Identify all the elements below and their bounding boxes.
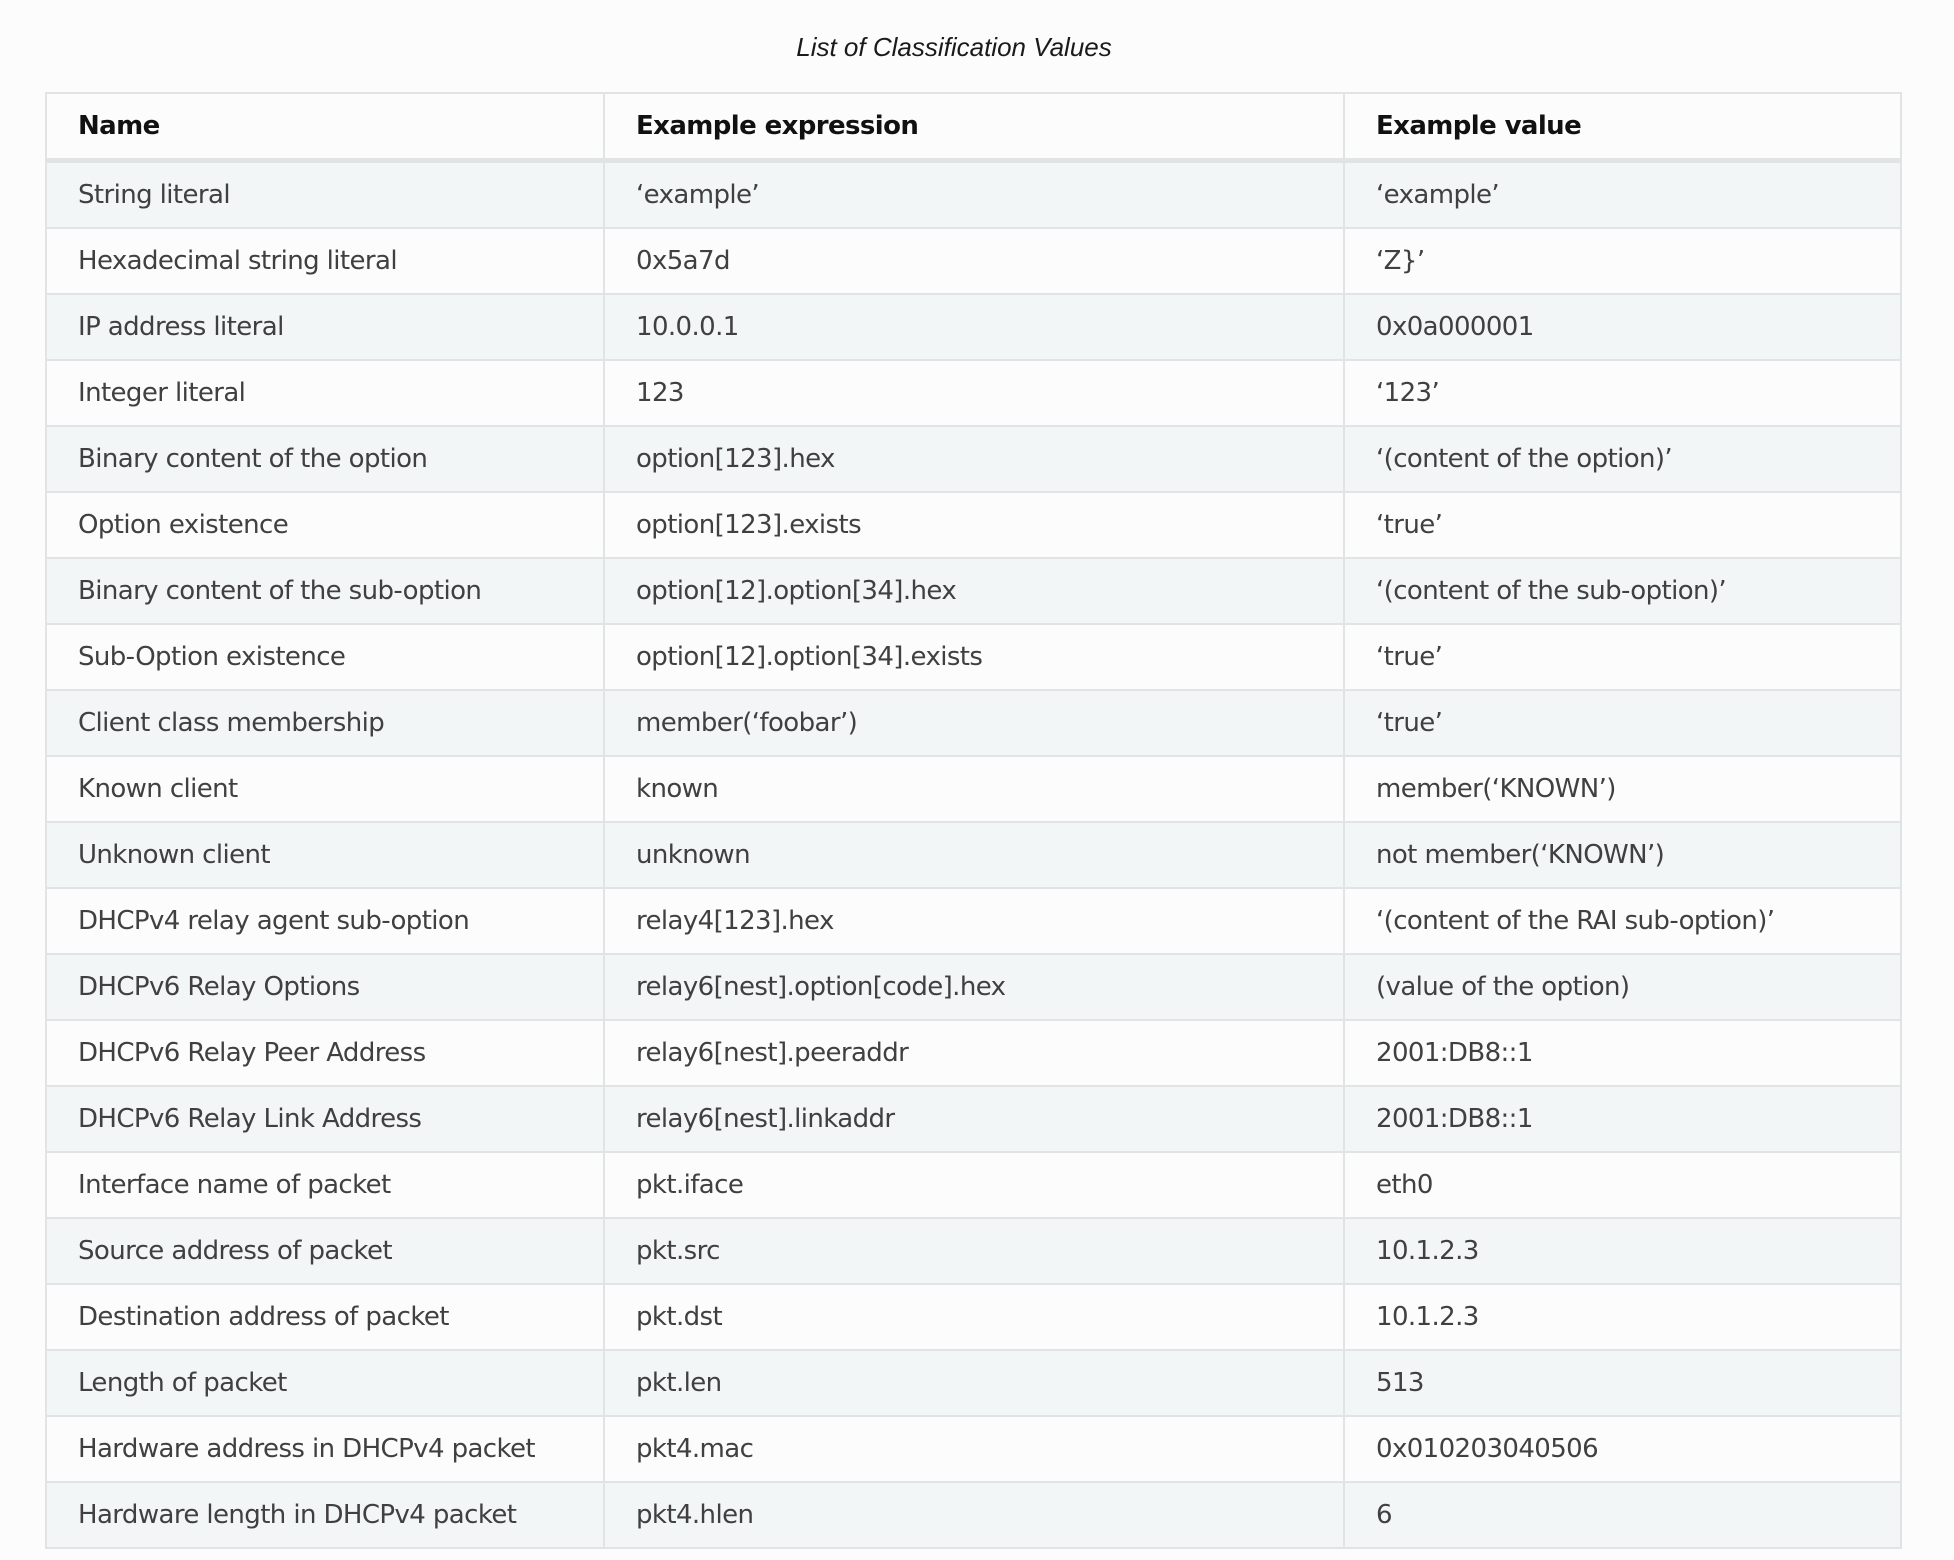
- cell-value: member(‘KNOWN’): [1344, 756, 1901, 822]
- cell-value: 0x010203040506: [1344, 1416, 1901, 1482]
- table-row: [46, 756, 1901, 822]
- cell-name: Hexadecimal string literal: [46, 228, 604, 294]
- table-row: [46, 1218, 1901, 1284]
- cell-value: 6: [1344, 1482, 1901, 1548]
- cell-value: not member(‘KNOWN’): [1344, 822, 1901, 888]
- cell-value: ‘(content of the option)’: [1344, 426, 1901, 492]
- cell-name: Hardware address in DHCPv4 packet: [46, 1416, 604, 1482]
- cell-name: DHCPv6 Relay Peer Address: [46, 1020, 604, 1086]
- table-row: [46, 624, 1901, 690]
- table-row: [46, 161, 1901, 229]
- cell-value: 10.1.2.3: [1344, 1218, 1901, 1284]
- cell-expression: pkt.len: [604, 1350, 1344, 1416]
- cell-name: Source address of packet: [46, 1218, 604, 1284]
- cell-expression: pkt4.mac: [604, 1416, 1344, 1482]
- cell-name: Option existence: [46, 492, 604, 558]
- cell-expression: relay4[123].hex: [604, 888, 1344, 954]
- cell-expression: relay6[nest].peeraddr: [604, 1020, 1344, 1086]
- cell-value: ‘Z}’: [1344, 228, 1901, 294]
- cell-name: DHCPv6 Relay Link Address: [46, 1086, 604, 1152]
- cell-expression: ‘example’: [604, 161, 1344, 229]
- cell-expression: 0x5a7d: [604, 228, 1344, 294]
- cell-value: ‘(content of the RAI sub-option)’: [1344, 888, 1901, 954]
- cell-name: DHCPv6 Relay Options: [46, 954, 604, 1020]
- table-row: [46, 888, 1901, 954]
- cell-expression: 10.0.0.1: [604, 294, 1344, 360]
- table-row: [46, 1152, 1901, 1218]
- cell-expression: known: [604, 756, 1344, 822]
- cell-value: ‘true’: [1344, 492, 1901, 558]
- cell-value: ‘true’: [1344, 690, 1901, 756]
- cell-value: eth0: [1344, 1152, 1901, 1218]
- cell-name: Integer literal: [46, 360, 604, 426]
- cell-value: 513: [1344, 1350, 1901, 1416]
- cell-expression: option[123].exists: [604, 492, 1344, 558]
- header-example-value: Example value: [1344, 93, 1901, 161]
- cell-name: Destination address of packet: [46, 1284, 604, 1350]
- cell-name: Client class membership: [46, 690, 604, 756]
- cell-name: Binary content of the option: [46, 426, 604, 492]
- cell-expression: pkt.iface: [604, 1152, 1344, 1218]
- cell-expression: relay6[nest].option[code].hex: [604, 954, 1344, 1020]
- cell-expression: pkt4.hlen: [604, 1482, 1344, 1548]
- cell-expression: member(‘foobar’): [604, 690, 1344, 756]
- classification-values-table: [45, 92, 1902, 1549]
- cell-name: Sub-Option existence: [46, 624, 604, 690]
- table-row: [46, 360, 1901, 426]
- cell-value: 10.1.2.3: [1344, 1284, 1901, 1350]
- table-row: [46, 954, 1901, 1020]
- table-caption: List of Classification Values: [796, 32, 1112, 62]
- cell-value: 0x0a000001: [1344, 294, 1901, 360]
- table-row: [46, 294, 1901, 360]
- cell-name: Length of packet: [46, 1350, 604, 1416]
- cell-value: ‘example’: [1344, 161, 1901, 229]
- table-row: [46, 1482, 1901, 1548]
- table-row: [46, 558, 1901, 624]
- cell-name: Unknown client: [46, 822, 604, 888]
- cell-name: Interface name of packet: [46, 1152, 604, 1218]
- table-row: [46, 1350, 1901, 1416]
- cell-name: String literal: [46, 161, 604, 229]
- cell-expression: pkt.src: [604, 1218, 1344, 1284]
- table-row: [46, 426, 1901, 492]
- cell-expression: pkt.dst: [604, 1284, 1344, 1350]
- table-row: [46, 1416, 1901, 1482]
- cell-name: Hardware length in DHCPv4 packet: [46, 1482, 604, 1548]
- header-name: Name: [46, 93, 604, 161]
- cell-value: ‘123’: [1344, 360, 1901, 426]
- cell-expression: option[12].option[34].hex: [604, 558, 1344, 624]
- table-row: [46, 1020, 1901, 1086]
- cell-value: ‘(content of the sub-option)’: [1344, 558, 1901, 624]
- table-row: [46, 1086, 1901, 1152]
- cell-name: IP address literal: [46, 294, 604, 360]
- cell-name: Binary content of the sub-option: [46, 558, 604, 624]
- table-header-row: [46, 93, 1901, 161]
- cell-expression: relay6[nest].linkaddr: [604, 1086, 1344, 1152]
- table-row: [46, 1284, 1901, 1350]
- table-row: [46, 228, 1901, 294]
- cell-name: Known client: [46, 756, 604, 822]
- table-row: [46, 690, 1901, 756]
- cell-value: (value of the option): [1344, 954, 1901, 1020]
- cell-value: 2001:DB8::1: [1344, 1086, 1901, 1152]
- table-row: [46, 822, 1901, 888]
- cell-expression: 123: [604, 360, 1344, 426]
- cell-name: DHCPv4 relay agent sub-option: [46, 888, 604, 954]
- cell-value: 2001:DB8::1: [1344, 1020, 1901, 1086]
- cell-expression: option[123].hex: [604, 426, 1344, 492]
- cell-value: ‘true’: [1344, 624, 1901, 690]
- cell-expression: option[12].option[34].exists: [604, 624, 1344, 690]
- header-example-expression: Example expression: [604, 93, 1344, 161]
- table-row: [46, 492, 1901, 558]
- cell-expression: unknown: [604, 822, 1344, 888]
